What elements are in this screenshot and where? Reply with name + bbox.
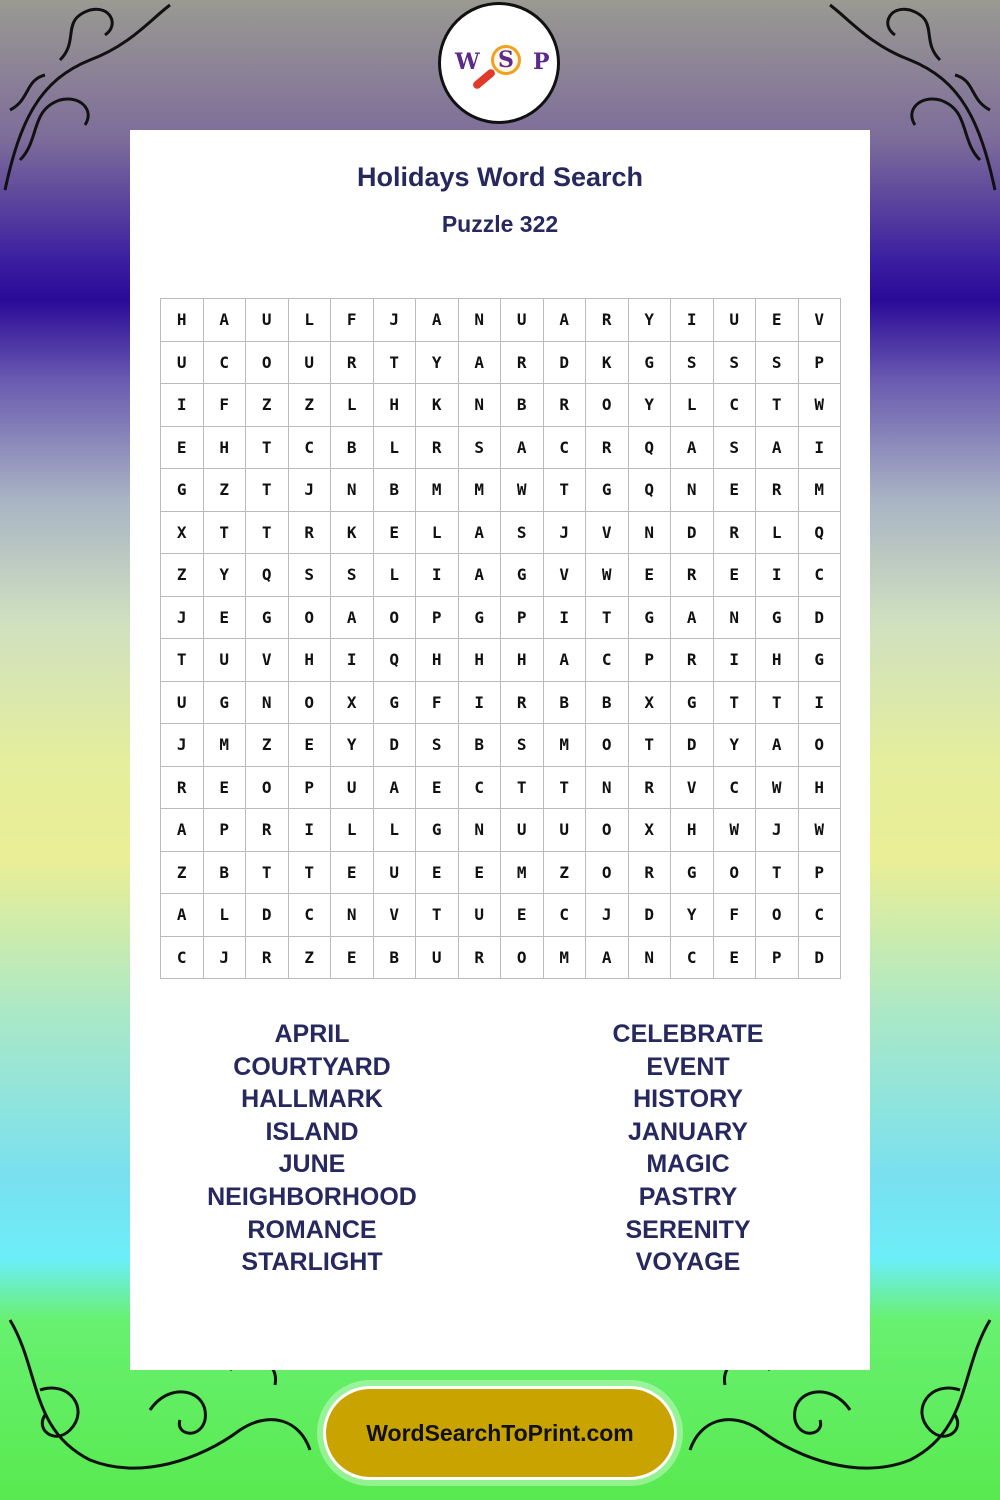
grid-cell: R [714,512,757,555]
grid-cell: N [331,894,374,937]
grid-cell: A [374,767,417,810]
grid-cell: W [714,809,757,852]
grid-cell: D [799,597,842,640]
grid-cell: R [289,512,332,555]
grid-cell: J [756,809,799,852]
grid-cell: B [374,469,417,512]
logo-letter-w: W [455,49,480,75]
grid-cell: A [544,299,587,342]
grid-cell: R [671,554,714,597]
grid-cell: O [501,937,544,980]
grid-cell: I [799,427,842,470]
grid-cell: M [204,724,247,767]
grid-cell: E [501,894,544,937]
grid-cell: L [331,809,374,852]
grid-cell: T [204,512,247,555]
grid-cell: P [289,767,332,810]
word-list-item: HISTORY [633,1085,743,1114]
grid-cell: M [544,937,587,980]
grid-cell: X [331,682,374,725]
grid-cell: R [671,639,714,682]
grid-cell: J [544,512,587,555]
grid-cell: H [204,427,247,470]
grid-cell: Y [331,724,374,767]
grid-cell: R [459,937,502,980]
grid-cell: H [374,384,417,427]
grid-cell: H [289,639,332,682]
grid-cell: G [586,469,629,512]
grid-cell: C [459,767,502,810]
grid-cell: W [756,767,799,810]
grid-cell: X [629,682,672,725]
grid-cell: H [416,639,459,682]
grid-cell: P [416,597,459,640]
grid-cell: Y [416,342,459,385]
grid-cell: A [459,512,502,555]
grid-cell: G [756,597,799,640]
grid-cell: J [161,724,204,767]
grid-cell: T [629,724,672,767]
grid-cell: G [246,597,289,640]
grid-cell: S [289,554,332,597]
grid-cell: S [714,427,757,470]
grid-cell: A [671,427,714,470]
grid-cell: O [586,724,629,767]
grid-cell: R [544,384,587,427]
grid-cell: T [586,597,629,640]
grid-cell: M [416,469,459,512]
grid-cell: E [714,937,757,980]
grid-cell: O [586,809,629,852]
grid-cell: I [799,682,842,725]
grid-cell: U [161,342,204,385]
grid-cell: T [544,469,587,512]
grid-cell: G [204,682,247,725]
grid-cell: G [416,809,459,852]
grid-cell: X [629,809,672,852]
grid-cell: E [204,597,247,640]
word-list-item: COURTYARD [233,1052,391,1081]
grid-cell: L [374,427,417,470]
grid-cell: I [416,554,459,597]
grid-cell: U [501,809,544,852]
grid-cell: G [501,554,544,597]
grid-cell: T [416,894,459,937]
grid-cell: I [459,682,502,725]
grid-cell: U [544,809,587,852]
grid-cell: H [671,809,714,852]
grid-cell: N [671,469,714,512]
grid-cell: S [331,554,374,597]
grid-cell: O [756,894,799,937]
grid-cell: O [714,852,757,895]
grid-cell: O [246,767,289,810]
grid-cell: T [246,512,289,555]
grid-cell: H [501,639,544,682]
word-list-item: MAGIC [646,1150,730,1179]
grid-cell: Q [374,639,417,682]
word-list-right [538,1018,838,1279]
grid-cell: T [756,682,799,725]
grid-cell: L [756,512,799,555]
grid-cell: U [331,767,374,810]
grid-cell: E [459,852,502,895]
grid-cell: J [204,937,247,980]
grid-cell: T [246,427,289,470]
grid-cell: L [374,554,417,597]
grid-cell: C [544,894,587,937]
grid-cell: A [671,597,714,640]
grid-cell: Z [544,852,587,895]
grid-cell: N [331,469,374,512]
grid-cell: U [459,894,502,937]
grid-cell: R [161,767,204,810]
grid-cell: P [629,639,672,682]
grid-cell: T [756,384,799,427]
grid-cell: C [799,894,842,937]
grid-cell: Q [799,512,842,555]
grid-cell: U [416,937,459,980]
grid-cell: S [416,724,459,767]
grid-cell: A [204,299,247,342]
grid-cell: R [586,299,629,342]
grid-cell: H [161,299,204,342]
grid-cell: J [586,894,629,937]
puzzle-card [130,130,870,1370]
word-list-left [162,1018,462,1279]
grid-cell: C [544,427,587,470]
grid-cell: M [459,469,502,512]
site-url-button[interactable]: WordSearchToPrint.com [323,1386,677,1480]
grid-cell: L [204,894,247,937]
grid-cell: O [586,852,629,895]
grid-cell: V [586,512,629,555]
grid-cell: J [161,597,204,640]
grid-cell: U [161,682,204,725]
grid-cell: G [161,469,204,512]
grid-cell: N [586,767,629,810]
grid-cell: U [246,299,289,342]
word-list-item: CELEBRATE [612,1020,764,1048]
grid-cell: A [586,937,629,980]
grid-cell: F [416,682,459,725]
grid-cell: E [629,554,672,597]
grid-cell: V [246,639,289,682]
grid-cell: N [459,384,502,427]
word-list-item: HALLMARK [241,1085,383,1114]
grid-cell: C [671,937,714,980]
grid-cell: V [799,299,842,342]
grid-cell: D [544,342,587,385]
grid-cell: O [246,342,289,385]
grid-cell: S [714,342,757,385]
grid-cell: C [161,937,204,980]
grid-cell: B [204,852,247,895]
grid-cell: L [671,384,714,427]
grid-cell: R [246,937,289,980]
grid-cell: A [161,894,204,937]
grid-cell: N [246,682,289,725]
grid-cell: Y [629,384,672,427]
grid-cell: N [629,937,672,980]
grid-cell: D [671,512,714,555]
grid-cell: J [374,299,417,342]
grid-cell: S [756,342,799,385]
grid-cell: T [544,767,587,810]
grid-cell: K [586,342,629,385]
word-list-item: NEIGHBORHOOD [207,1182,417,1211]
grid-cell: U [501,299,544,342]
word-list-item: ISLAND [265,1117,359,1146]
grid-cell: B [459,724,502,767]
word-list-item: JUNE [278,1150,346,1179]
grid-cell: O [799,724,842,767]
grid-cell: P [799,852,842,895]
grid-cell: T [501,767,544,810]
grid-cell: L [331,384,374,427]
word-list-item: ROMANCE [247,1215,377,1244]
magnifier-icon: S [491,45,521,75]
grid-cell: C [204,342,247,385]
grid-cell: R [629,767,672,810]
grid-cell: R [501,682,544,725]
grid-cell: B [331,427,374,470]
grid-cell: O [289,597,332,640]
grid-cell: G [459,597,502,640]
grid-cell: A [756,427,799,470]
grid-cell: D [374,724,417,767]
grid-cell: H [459,639,502,682]
grid-cell: P [204,809,247,852]
word-list-item: STARLIGHT [241,1248,383,1277]
grid-cell: E [416,767,459,810]
grid-cell: Q [246,554,289,597]
grid-cell: I [756,554,799,597]
letter-grid [160,298,841,979]
grid-cell: T [289,852,332,895]
grid-cell: S [501,724,544,767]
grid-cell: L [416,512,459,555]
grid-cell: R [629,852,672,895]
grid-cell: G [671,852,714,895]
grid-cell: E [331,852,374,895]
grid-cell: Z [289,384,332,427]
grid-cell: G [374,682,417,725]
grid-cell: I [671,299,714,342]
grid-cell: C [799,554,842,597]
grid-cell: S [671,342,714,385]
grid-cell: D [246,894,289,937]
word-list-item: EVENT [646,1052,730,1081]
grid-cell: H [756,639,799,682]
grid-cell: F [331,299,374,342]
grid-cell: Y [671,894,714,937]
grid-cell: B [501,384,544,427]
grid-cell: H [799,767,842,810]
grid-cell: M [799,469,842,512]
logo-letter-p: P [533,49,550,75]
grid-cell: E [374,512,417,555]
grid-cell: B [586,682,629,725]
grid-cell: L [374,809,417,852]
grid-cell: U [714,299,757,342]
grid-cell: W [586,554,629,597]
grid-cell: M [501,852,544,895]
word-list-item: VOYAGE [635,1248,741,1277]
grid-cell: V [544,554,587,597]
grid-cell: I [289,809,332,852]
grid-cell: G [671,682,714,725]
grid-cell: T [714,682,757,725]
grid-cell: E [714,554,757,597]
grid-cell: M [544,724,587,767]
grid-cell: T [161,639,204,682]
site-logo [438,2,560,124]
grid-cell: K [331,512,374,555]
grid-cell: Y [204,554,247,597]
grid-cell: W [799,384,842,427]
grid-cell: I [544,597,587,640]
puzzle-title: Holidays Word Search [356,162,644,192]
grid-cell: K [416,384,459,427]
grid-cell: A [501,427,544,470]
grid-cell: O [586,384,629,427]
grid-cell: R [246,809,289,852]
grid-cell: N [459,299,502,342]
grid-cell: T [756,852,799,895]
grid-cell: S [459,427,502,470]
grid-cell: C [289,894,332,937]
grid-cell: R [501,342,544,385]
grid-cell: Z [289,937,332,980]
grid-cell: I [331,639,374,682]
grid-cell: Q [629,469,672,512]
grid-cell: E [204,767,247,810]
grid-cell: P [756,937,799,980]
word-list-item: PASTRY [638,1182,738,1211]
grid-cell: S [501,512,544,555]
grid-cell: B [544,682,587,725]
grid-cell: U [204,639,247,682]
grid-cell: V [671,767,714,810]
grid-cell: P [799,342,842,385]
grid-cell: Q [629,427,672,470]
grid-cell: E [289,724,332,767]
grid-cell: L [289,299,332,342]
grid-cell: N [459,809,502,852]
grid-cell: X [161,512,204,555]
grid-cell: A [459,342,502,385]
grid-cell: G [629,597,672,640]
grid-cell: A [459,554,502,597]
grid-cell: E [416,852,459,895]
grid-cell: E [714,469,757,512]
grid-cell: C [289,427,332,470]
grid-cell: D [671,724,714,767]
grid-cell: A [544,639,587,682]
grid-cell: T [246,469,289,512]
grid-cell: R [586,427,629,470]
grid-cell: Z [204,469,247,512]
grid-cell: N [629,512,672,555]
puzzle-number: Puzzle 322 [441,211,559,237]
grid-cell: C [714,767,757,810]
grid-cell: U [289,342,332,385]
grid-cell: J [289,469,332,512]
grid-cell: E [331,937,374,980]
grid-cell: R [331,342,374,385]
grid-cell: C [586,639,629,682]
grid-cell: F [714,894,757,937]
grid-cell: Z [246,384,289,427]
grid-cell: G [629,342,672,385]
grid-cell: D [799,937,842,980]
grid-cell: V [374,894,417,937]
word-list-item: JANUARY [628,1117,748,1146]
grid-cell: Z [161,554,204,597]
grid-cell: O [289,682,332,725]
grid-cell: U [374,852,417,895]
grid-cell: R [756,469,799,512]
grid-cell: E [161,427,204,470]
grid-cell: B [374,937,417,980]
grid-cell: A [331,597,374,640]
grid-cell: A [416,299,459,342]
grid-cell: D [629,894,672,937]
grid-cell: R [416,427,459,470]
grid-cell: C [714,384,757,427]
grid-cell: N [714,597,757,640]
grid-cell: T [374,342,417,385]
grid-cell: Z [161,852,204,895]
grid-cell: Z [246,724,289,767]
grid-cell: F [204,384,247,427]
grid-cell: I [161,384,204,427]
grid-cell: A [756,724,799,767]
grid-cell: W [799,809,842,852]
grid-cell: T [246,852,289,895]
grid-cell: Y [714,724,757,767]
word-list-item: SERENITY [625,1215,751,1244]
grid-cell: E [756,299,799,342]
grid-cell: Y [629,299,672,342]
grid-cell: O [374,597,417,640]
grid-cell: I [714,639,757,682]
grid-cell: G [799,639,842,682]
grid-cell: P [501,597,544,640]
grid-cell: A [161,809,204,852]
word-list-item: APRIL [274,1020,350,1048]
grid-cell: W [501,469,544,512]
